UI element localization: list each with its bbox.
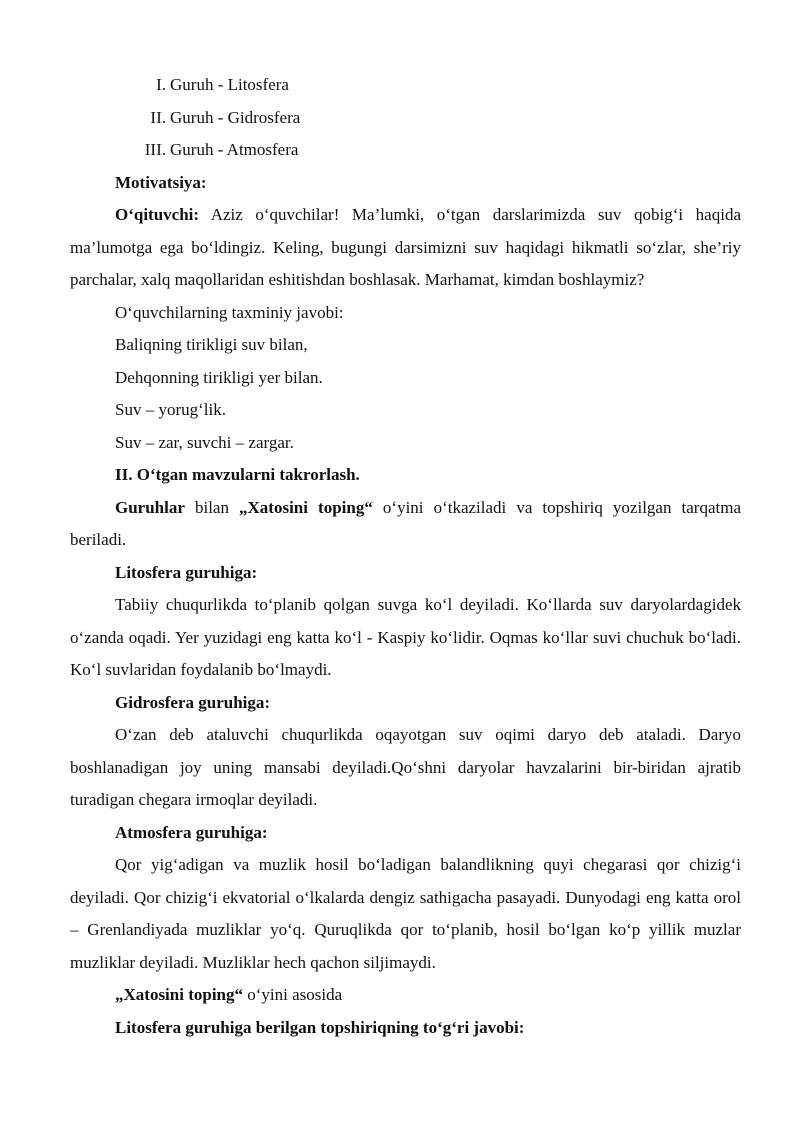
lithosphere-text: Tabiiy chuqurlikda to‘planib qolgan suvga ko‘l deyiladi. Ko‘llarda suv daryolardagidek o‘zanda oqadi. Yer yuzidagi eng katta ko‘l - Kaspiy ko‘lidir. Oqmas ko‘llar suvi chuchuk bo‘ladi. Ko‘l suvlaridan foydalanib bo‘lmaydi. xyxy=(70,595,741,679)
teacher-paragraph xyxy=(70,199,741,297)
list-text: Guruh - Gidrosfera xyxy=(170,107,301,127)
group-list xyxy=(70,69,741,167)
list-item xyxy=(70,69,741,102)
atmosphere-heading: Atmosfera guruhiga: xyxy=(115,822,268,842)
game-paragraph: Guruhlar bilan „Xatosini toping“ o‘yini o‘tkaziladi va topshiriq yozilgan tarqatma beriladi. xyxy=(70,497,742,549)
list-number: I. xyxy=(156,75,166,94)
list-number: II. xyxy=(150,107,166,127)
teacher-text: Aziz o‘quvchilar! Ma’lumki, o‘tgan darslarimizda suv qobig‘i haqida ma’lumotga ega bo‘ldingiz. Keling, bugungi darsimizni suv haqidagi hikmatli so‘zlar, she’riy parchalar, xalq maqollaridan eshitishdan boshlasak. Marhamat, kimdan boshlaymiz? xyxy=(70,205,741,289)
game-basis-line: „Xatosini toping“ o‘yini asosida xyxy=(115,985,343,1004)
section-heading: II. O‘tgan mavzularni takrorlash. xyxy=(115,465,360,484)
proverb-line: Suv – yorug‘lik. xyxy=(115,400,226,419)
lithosphere-heading: Litosfera guruhiga: xyxy=(115,562,258,582)
list-number: III. xyxy=(144,140,166,159)
list-text: Guruh - Atmosfera xyxy=(170,140,299,159)
final-heading: Litosfera guruhiga berilgan topshiriqning to‘g‘ri javobi: xyxy=(115,1017,525,1037)
hydrosphere-heading: Gidrosfera guruhiga: xyxy=(115,692,271,712)
list-text: Guruh - Litosfera xyxy=(170,75,289,94)
list-item xyxy=(70,134,741,167)
motivation-heading: Motivatsiya: xyxy=(115,172,207,192)
hydrosphere-text: O‘zan deb ataluvchi chuqurlikda oqayotgan suv oqimi daryo deb ataladi. Daryo boshlanadigan joy uning mansabi deyiladi.Qo‘shni daryolar havzalarini bir-biridan ajratib turadigan chegara irmoqlar deyiladi. xyxy=(70,725,741,809)
atmosphere-text: Qor yig‘adigan va muzlik hosil bo‘ladigan balandlikning quyi chegarasi qor chizig‘i deyiladi. Qor chizig‘i ekvatorial o‘lkalarda dengiz sathigacha pasayadi. Dunyodagi eng katta orol – Grenlandiyada muzliklar yo‘q. Quruqlikda qor to‘planib, hosil bo‘lgan ko‘p yillik muzlar muzliklar deyiladi. Muzliklar hech qachon siljimaydi. xyxy=(70,855,741,972)
proverb-line: Dehqonning tirikligi yer bilan. xyxy=(115,367,323,387)
teacher-label: O‘qituvchi: xyxy=(115,205,200,224)
document-body xyxy=(70,69,741,1044)
proverb-line: Suv – zar, suvchi – zargar. xyxy=(115,432,294,452)
list-item xyxy=(70,102,741,135)
proverb-line: Baliqning tirikligi suv bilan, xyxy=(115,335,308,354)
answers-intro: O‘quvchilarning taxminiy javobi: xyxy=(115,302,344,322)
